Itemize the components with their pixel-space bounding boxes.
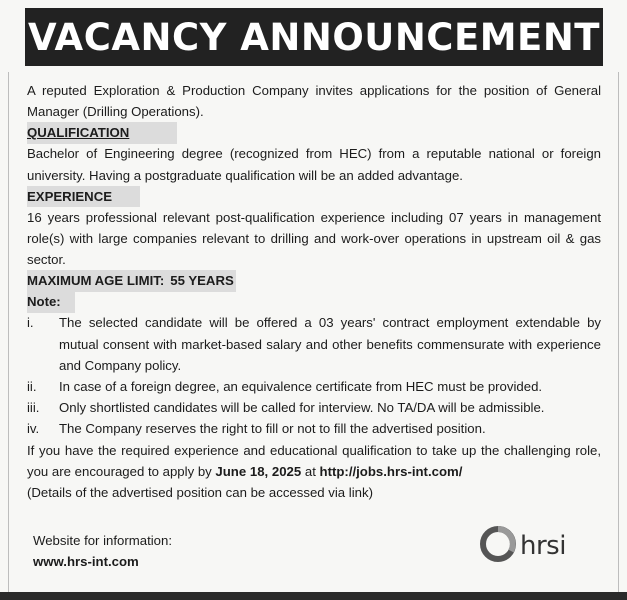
note-item-text: In case of a foreign degree, an equivalence certificate from HEC must be provided. (59, 379, 543, 395)
note-item-text: Only shortlisted candidates will be called for interview. No TA/DA will be admissible. (59, 400, 545, 416)
page-title: VACANCY ANNOUNCEMENT (25, 8, 603, 66)
note-item (27, 418, 601, 439)
note-item-number: iv. (27, 421, 40, 437)
announcement-body (27, 80, 601, 503)
note-item-text: The selected candidate will be offered a 03 years' contract employment extendable by mutual consent with market-based salary and other benefits commensurate with experience and Company policy. (59, 315, 601, 373)
website-link[interactable]: www.hrs-int.com (33, 554, 139, 569)
age-limit-label: MAXIMUM AGE LIMIT: (27, 273, 165, 289)
note-item-text: The Company reserves the right to fill or not to fill the advertised position. (59, 421, 486, 437)
apply-link[interactable]: http://jobs.hrs-int.com/ (319, 463, 463, 479)
company-logo (478, 526, 588, 566)
note-item-number: ii. (27, 379, 37, 395)
note-item-number: iii. (27, 400, 40, 416)
apply-deadline: June 18, 2025 (215, 463, 302, 479)
note-item (27, 397, 601, 418)
note-heading-row (27, 291, 601, 312)
qualification-heading-row (27, 122, 601, 143)
age-limit (27, 270, 236, 291)
website-info (33, 530, 172, 572)
website-label: Website for information: (33, 533, 173, 548)
apply-text: If you have the required experience and educational qualification to take up the challenging role, you are encouraged to apply by (27, 442, 601, 479)
apply-instructions (27, 440, 601, 482)
qualification-text: Bachelor of Engineering degree (recognized from HEC) from a reputable national or foreign university. Having a postgraduate qualification will be an added advantage. (27, 146, 601, 183)
note-item (27, 312, 601, 376)
details-note: (Details of the advertised position can be accessed via link) (27, 485, 373, 501)
apply-at: at (301, 463, 320, 479)
age-limit-value: 55 YEARS (170, 273, 234, 289)
experience-text: 16 years professional relevant post-qualification experience including 07 years in management role(s) with large companies relevant to drilling and work-over operations in upstream oil & gas sector. (27, 209, 601, 268)
experience-heading-row (27, 186, 601, 207)
qualification-heading: QUALIFICATION (27, 122, 177, 143)
intro-text: A reputed Exploration & Production Company invites applications for the position of General Manager (Drilling Operations). (27, 83, 601, 120)
note-item-number: i. (27, 315, 34, 331)
note-heading: Note: (27, 291, 75, 312)
age-limit-row (27, 270, 601, 291)
hrsi-ring-logo-icon (478, 524, 518, 569)
note-item (27, 376, 601, 397)
logo-text: hrsi (520, 531, 566, 561)
bottom-border (0, 592, 627, 600)
experience-heading: EXPERIENCE (27, 186, 140, 207)
